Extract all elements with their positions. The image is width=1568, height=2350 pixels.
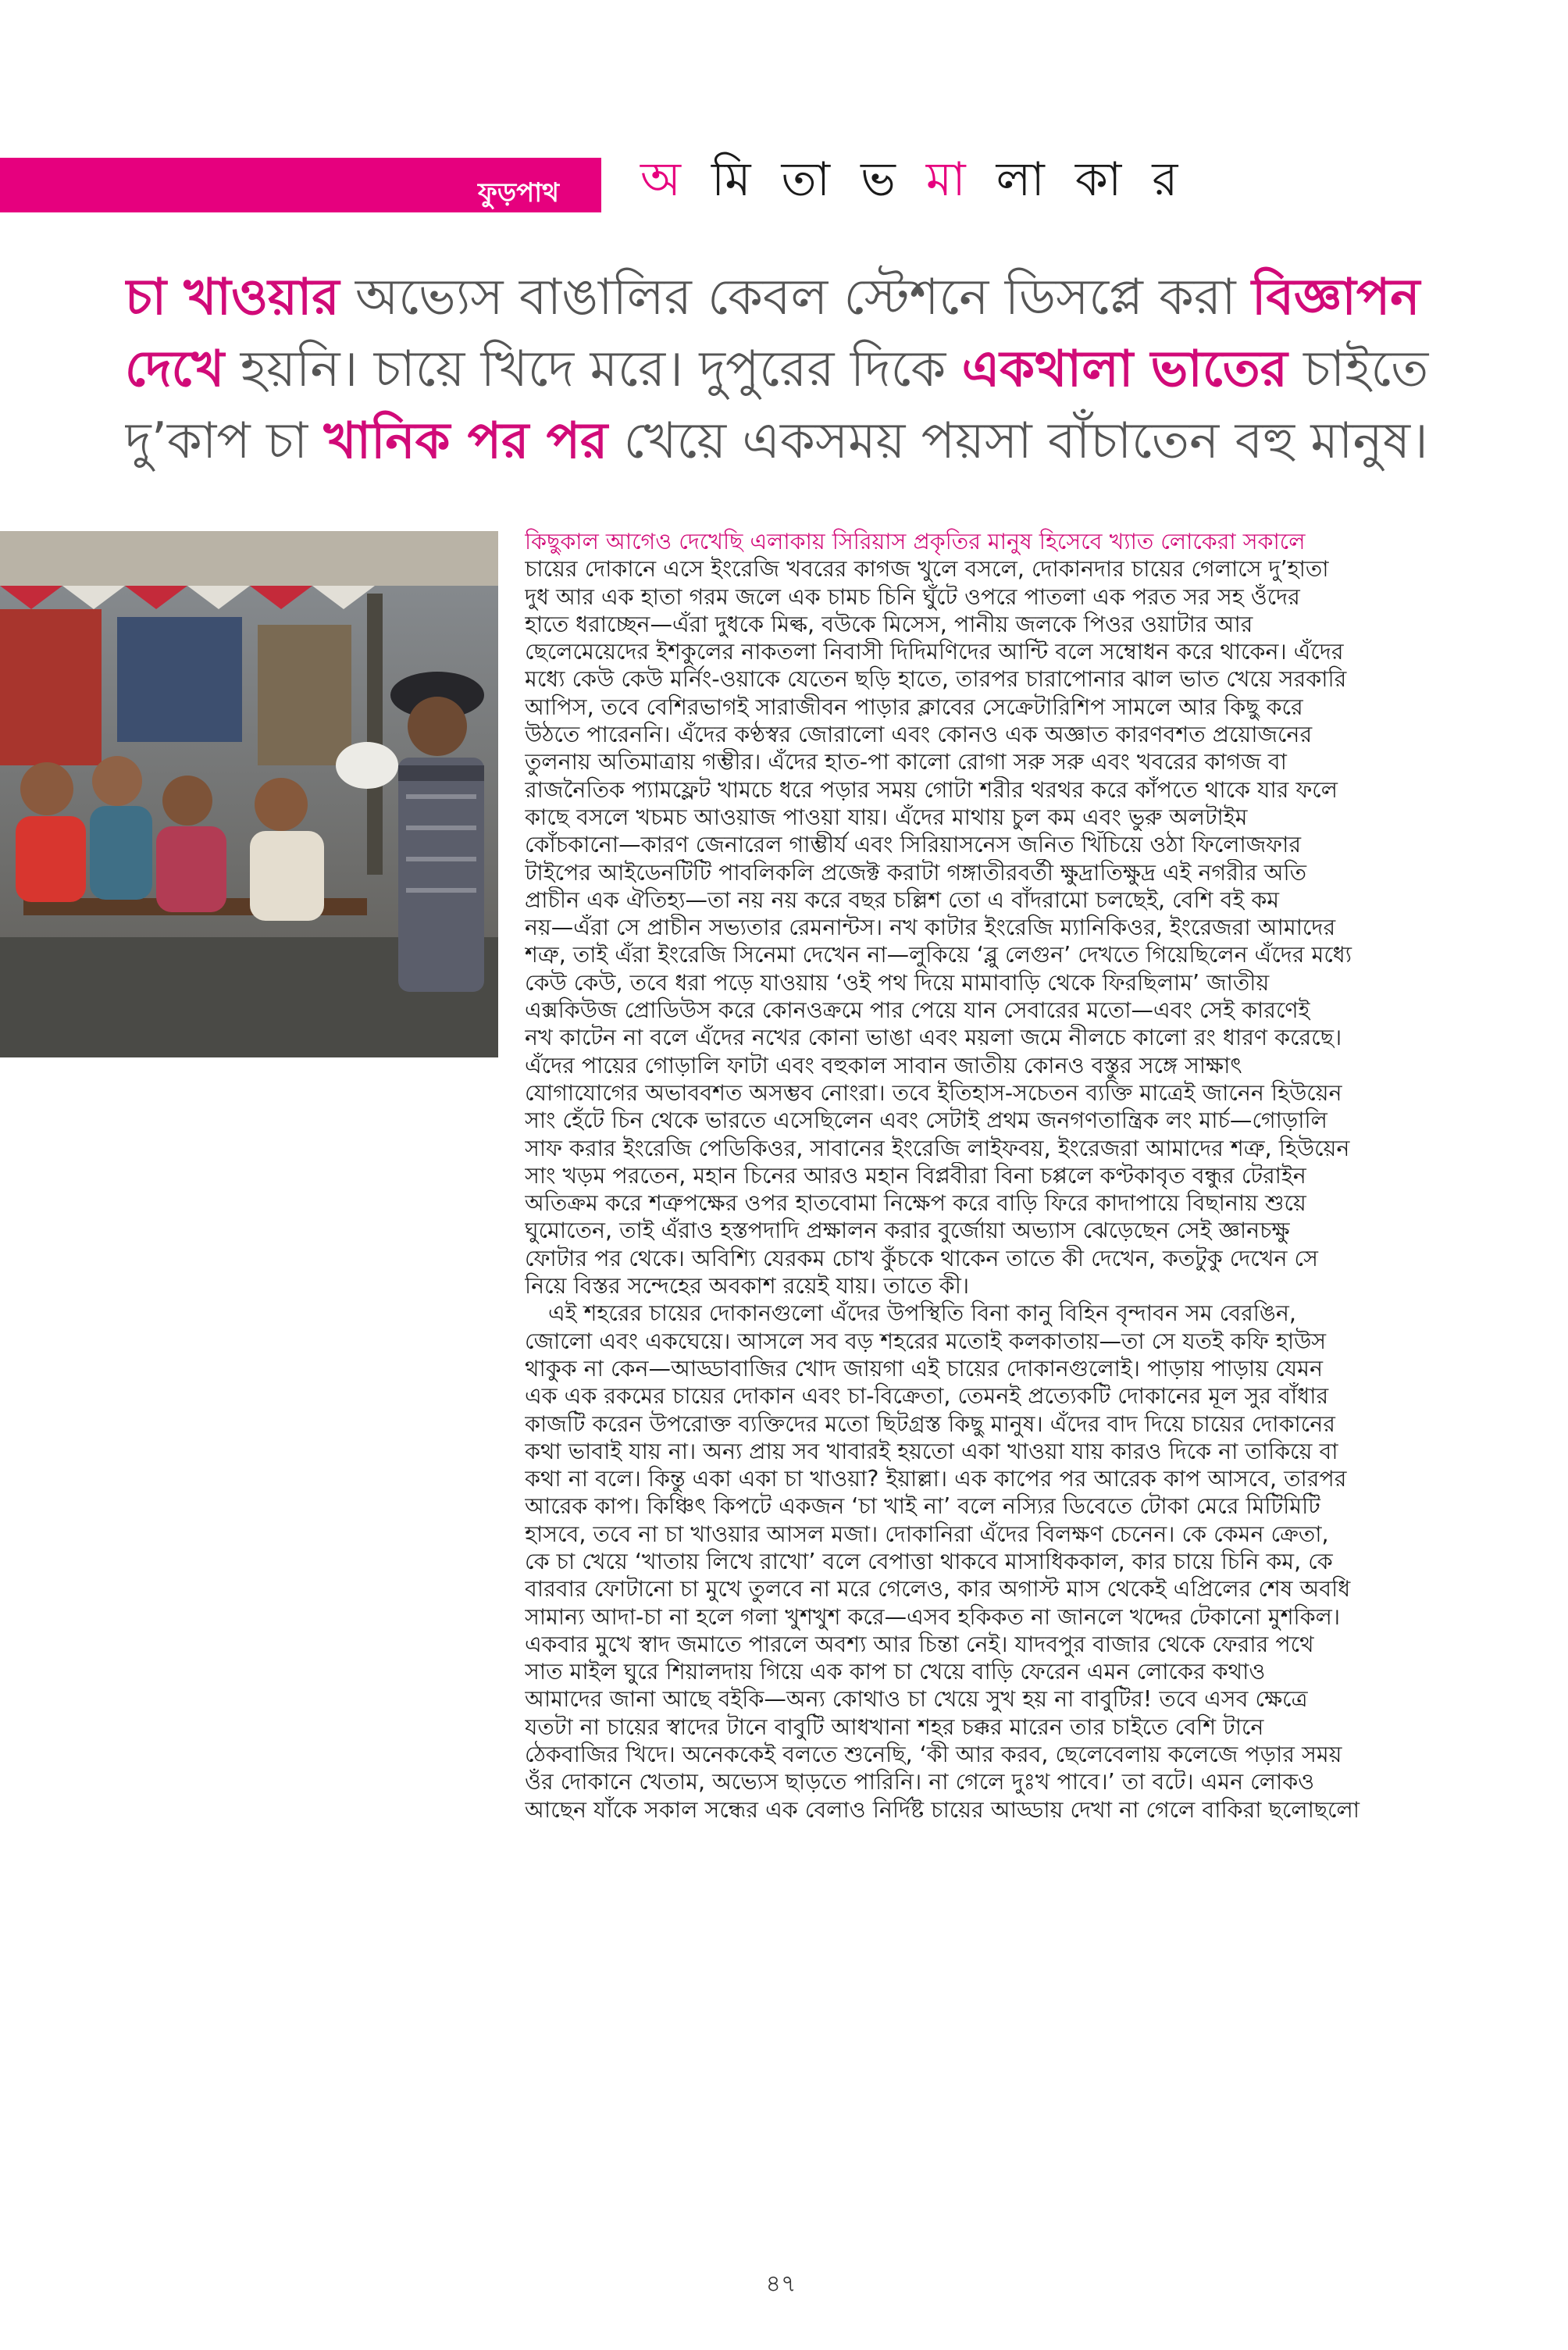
body-line: সাত মাইল ঘুরে শিয়ালদায় গিয়ে এক কাপ চা খেয়ে বাড়ি ফেরেন এমন লোকের কথাও [525,1659,1266,1685]
body-line: কথা না বলে। কিন্তু একা একা চা খাওয়া? ইয়াল্লা। এক কাপের পর আরেক কাপ আসবে, তারপর [525,1466,1347,1492]
body-line: চায়ের দোকানে এসে ইংরেজি খবরের কাগজ খুলে বসলে, দোকানদার চায়ের গেলাসে দু’হাতা [525,556,1329,583]
body-line: হাসবে, তবে না চা খাওয়ার আসল মজা। দোকানিরা এঁদের বিলক্ষণ চেনেন। কে কেমন ক্রেতা, [525,1521,1329,1547]
author-letter: লা [973,152,1053,207]
body-line: আপিস, তবে বেশিরভাগই সারাজীবন পাড়ার ক্লাবের সেক্রেটারিশিপ সামলে আর কিছু করে [525,694,1303,720]
body-line: নিয়ে বিস্তর সন্দেহের অবকাশ রয়েই যায়। তাতে কী। [525,1273,970,1300]
body-line: এক্সকিউজ প্রোডিউস করে কোনওক্রমে পার পেয়ে যান সেবারের মতো—এবং সেই কারণেই [525,997,1310,1024]
lead-text: অভ্যেস বাঙালির কেবল স্টেশনে ডিসপ্লে করা [339,269,1253,326]
lead-line [125,262,1468,333]
tea-stall-illustration [0,531,498,1057]
body-line: তুলনায় অতিমাত্রায় গম্ভীর। এঁদের হাত-পা কালো রোগা সরু সরু এবং খবরের কাগজ বা [525,749,1287,776]
body-line: দুধ আর এক হাতা গরম জলে এক চামচ চিনি ঘুঁটে ওপরে পাতলা এক পরত সর সহ ওঁদের [525,583,1300,610]
body-line: ফোটার পর থেকে। অবিশ্যি যেরকম চোখ কুঁচকে থাকেন তাতে কী দেখেন, কতটুকু দেখেন সে [525,1245,1318,1271]
body-line: ঠেকবাজির খিদে। অনেককেই বলতে শুনেছি, ‘কী আর করব, ছেলেবেলায় কলেজে পড়ার সময় [525,1742,1342,1768]
body-line: বারবার ফোটানো চা মুখে তুলবে না মরে গেলেও, কার অগাস্ট মাস থেকেই এপ্রিলের শেষ অবধি [525,1576,1351,1603]
body-line: থাকুক না কেন—আড্ডাবাজির খোদ জায়গা এই চায়ের দোকানগুলোই। পাড়ায় পাড়ায় যেমন [525,1355,1323,1382]
body-line: কাজটি করেন উপরোক্ত ব্যক্তিদের মতো ছিটগ্রস্ত কিছু মানুষ। এঁদের বাদ দিয়ে চায়ের দোকানের [525,1410,1335,1437]
section-label: ফুড়পাথ [478,177,560,209]
author-letter: কা [1052,152,1130,207]
body-line: শত্রু, তাই এঁরা ইংরেজি সিনেমা দেখেন না—লুকিয়ে ‘ব্লু লেগুন’ দেখতে গিয়েছিলেন এঁদের মধ্যে [525,942,1352,968]
body-line: উঠতে পারেননি। এঁদের কণ্ঠস্বর জোরালো এবং কোনও এক অজ্ঞাত কারণবশত প্রয়োজনের [525,722,1313,748]
body-line: নয়—এঁরা সে প্রাচীন সভ্যতার রেমনান্টস। নখ কাটার ইংরেজি ম্যানিকিওর, ইংরেজরা আমাদের [525,915,1336,941]
body-line: কথা ভাবাই যায় না। অন্য প্রায় সব খাবারই হয়তো একা খাওয়া যায় কারও দিকে না তাকিয়ে বা [525,1438,1338,1464]
body-line: যোগাযোগের অভাববশত অসম্ভব নোংরা। তবে ইতিহাস-সচেতন ব্যক্তি মাত্রেই জানেন হিউয়েন [525,1079,1342,1106]
body-line: এক এক রকমের চায়ের দোকান এবং চা-বিক্রেতা, তেমনই প্রত্যেকটি দোকানের মূল সুর বাঁধার [525,1383,1329,1410]
lead-text: খেয়ে একসময় পয়সা বাঁচাতেন বহু মানুষ। [608,412,1428,470]
body-line: একবার মুখে স্বাদ জমাতে পারলে অবশ্য আর চিন্তা নেই। যাদবপুর বাজার থেকে ফেরার পথে [525,1631,1314,1657]
tea-stall-photo [0,531,498,1057]
author-name [640,148,1185,211]
body-line: অতিক্রম করে শত্রুপক্ষের ওপর হাতবোমা নিক্ষেপ করে বাড়ি ফিরে কাদাপায়ে বিছানায় শুয়ে [525,1190,1306,1217]
body-line: কেউ কেউ, তবে ধরা পড়ে যাওয়ায় ‘ওই পথ দিয়ে মামাবাড়ি থেকে ফিরছিলাম’ জাতীয় [525,969,1270,996]
body-line: কোঁচকানো—কারণ জেনারেল গাম্ভীর্য এবং সিরিয়াসনেস জনিত খিঁচিয়ে ওঠা ফিলোজফার [525,832,1302,858]
lead-paragraph [125,262,1468,477]
body-line: সাফ করার ইংরেজি পেডিকিওর, সাবানের ইংরেজি লাইফবয়, ইংরেজরা আমাদের শত্রু, হিউয়েন [525,1135,1350,1161]
lead-line [125,405,1468,477]
body-line: হাতে ধরাচ্ছেন—এঁরা দুধকে মিল্ক, বউকে মিসেস, পানীয় জলকে পিওর ওয়াটার আর [525,611,1253,637]
body-line: সাং খড়ম পরতেন, মহান চিনের আরও মহান বিপ্লবীরা বিনা চপ্পলে কণ্টকাবৃত বন্ধুর টেরাইন [525,1162,1306,1189]
body-line: কাছে বসলে খচমচ আওয়াজ পাওয়া যায়। এঁদের মাথায় চুল কম এবং ভুরু অলটাইম [525,804,1248,830]
body-line: টাইপের আইডেনটিটি পাবলিকলি প্রজেক্ট করাটা গঙ্গাতীরবর্তী ক্ষুদ্রাতিক্ষুদ্র এই নগরীর অতি [525,859,1307,886]
body-line: কিছুকাল আগেও দেখেছি এলাকায় সিরিয়াস প্রকৃতির মানুষ হিসেবে খ্যাত লোকেরা সকালে [525,529,1306,555]
lead-text: দু’কাপ চা [125,412,324,470]
body-line: সাং হেঁটে চিন থেকে ভারতে এসেছিলেন এবং সেটাই প্রথম জনগণতান্ত্রিক লং মার্চ—গোড়ালি [525,1107,1327,1134]
body-line: প্রাচীন এক ঐতিহ্য—তা নয় নয় করে বছর চল্লিশ তো এ বাঁদরামো চলছেই, বেশি বই কম [525,886,1280,913]
lead-line [125,333,1468,405]
lead-highlight: একথালা ভাতের [961,341,1288,398]
body-line: জোলো এবং একঘেয়ে। আসলে সব বড় শহরের মতোই কলকাতায়—তা সে যতই কফি হাউস [525,1328,1327,1354]
author-letter: র [1129,152,1186,207]
author-letter: মা [925,152,974,207]
lead-text: চাইতে [1287,341,1429,398]
lead-highlight: দেখে [125,341,225,398]
author-letter: অ [640,152,689,207]
page-number: ৪৭ [765,2270,796,2298]
body-line: নখ কাটেন না বলে এঁদের নখের কোনা ভাঙা এবং ময়লা জমে নীলচে কালো রং ধারণ করেছে। [525,1025,1342,1051]
body-line: সামান্য আদা-চা না হলে গলা খুশখুশ করে—এসব হকিকত না জানলে খদ্দের টেকানো মুশকিল। [525,1603,1341,1630]
lead-highlight: চা খাওয়ার [125,269,340,326]
lead-text: হয়নি। চায়ে খিদে মরে। দুপুরের দিকে [224,341,962,398]
article-body [525,528,1431,1824]
lead-highlight: খানিক পর পর [323,412,608,470]
body-line: এঁদের পায়ের গোড়ালি ফাটা এবং বহুকাল সাবান জাতীয় কোনও বস্তুর সঙ্গে সাক্ষাৎ [525,1052,1242,1079]
body-line: কে চা খেয়ে ‘খাতায় লিখে রাখো’ বলে বেপাত্তা থাকবে মাসাধিককাল, কার চায়ে চিনি কম, কে [525,1548,1333,1574]
lead-highlight: বিজ্ঞাপন [1252,269,1420,326]
body-line: ঘুমোতেন, তাই এঁরাও হস্তপদাদি প্রক্ষালন করার বুর্জোয়া অভ্যাস ঝেড়েছেন সেই জ্ঞানচক্ষু [525,1218,1290,1244]
body-line: ওঁর দোকানে খেতাম, অভ্যেস ছাড়তে পারিনি। না গেলে দুঃখ পাবে।’ তা বটে। এমন লোকও [525,1769,1315,1795]
body-line: রাজনৈতিক প্যামফ্লেট খামচে ধরে পড়ার সময় গোটা শরীর থরথর করে কাঁপতে থাকে যার ফলে [525,776,1338,803]
body-line: আরেক কাপ। কিঞ্চিৎ কিপটে একজন ‘চা খাই না’ বলে নস্যির ডিবেতে টোকা মেরে মিটিমিটি [525,1493,1320,1520]
body-line: এই শহরের চায়ের দোকানগুলো এঁদের উপস্থিতি বিনা কানু বিহিন বৃন্দাবন সম বেরঙিন, [548,1300,1296,1327]
body-line: যতটা না চায়ের স্বাদের টানে বাবুটি আধখানা শহর চক্কর মারেন তার চাইতে বেশি টানে [525,1713,1264,1740]
author-letter: ভ [838,152,926,207]
body-line: আছেন যাঁকে সকাল সন্ধের এক বেলাও নির্দিষ্ট চায়ের আড্ডায় দেখা না গেলে বাকিরা ছলোছলো [525,1796,1360,1823]
author-letter: মি [688,152,759,207]
author-letter: তা [758,152,839,207]
body-line: মধ্যে কেউ কেউ মর্নিং-ওয়াকে যেতেন ছড়ি হাতে, তারপর চারাপোনার ঝাল ভাত খেয়ে সরকারি [525,666,1347,693]
body-line: ছেলেমেয়েদের ইশকুলের নাকতলা নিবাসী দিদিমণিদের আন্টি বলে সম্বোধন করে থাকেন। এঁদের [525,639,1344,665]
body-line: আমাদের জানা আছে বইকি—অন্য কোথাও চা খেয়ে সুখ হয় না বাবুটির! তবে এসব ক্ষেত্রে [525,1686,1308,1713]
